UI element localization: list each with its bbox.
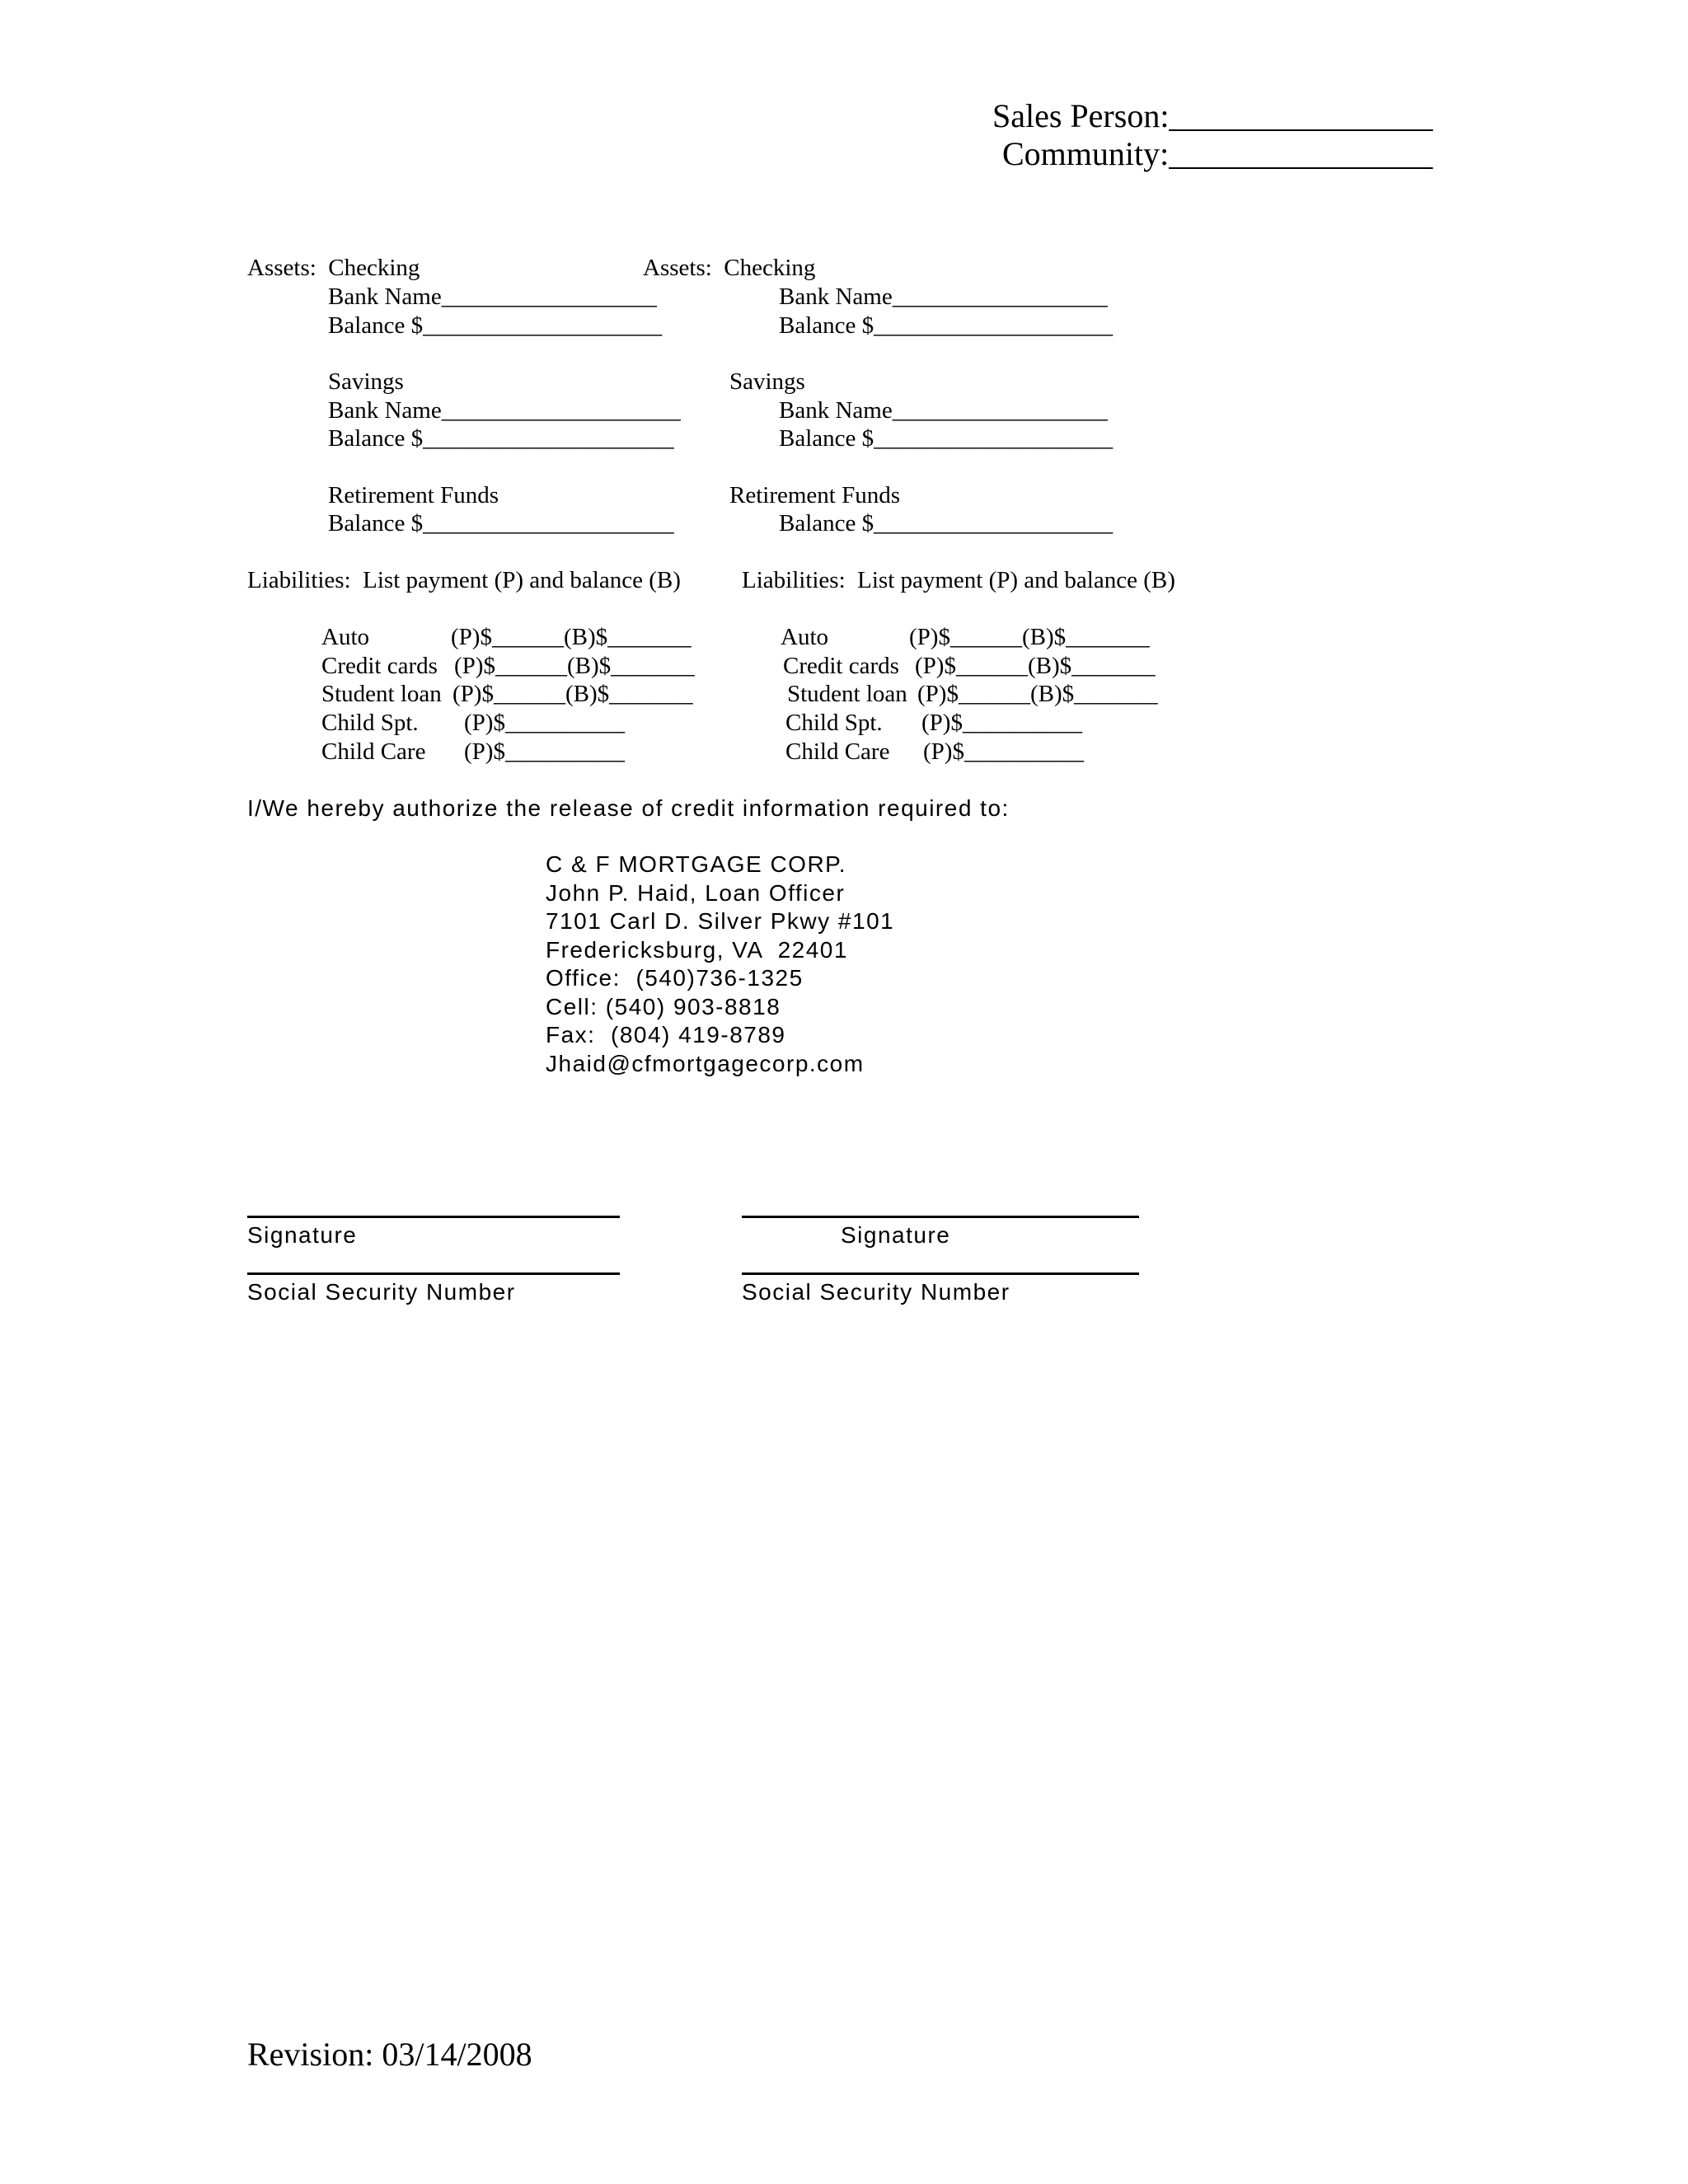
right-retirement-balance-field[interactable]: Balance $____________________: [779, 510, 1114, 537]
left-ssn-line[interactable]: [247, 1272, 620, 1275]
lender-company: C & F MORTGAGE CORP.: [546, 851, 847, 877]
right-signature-label: Signature: [841, 1222, 951, 1248]
right-savings-label: Savings: [729, 368, 805, 395]
left-retirement-label: Retirement Funds: [328, 482, 499, 509]
lender-fax: Fax: (804) 419-8789: [546, 1022, 786, 1047]
left-credit-cards-field[interactable]: (P)$______(B)$_______: [454, 653, 695, 679]
right-child-spt-label: Child Spt.: [785, 710, 883, 736]
left-signature-label: Signature: [247, 1222, 358, 1248]
left-ssn-label: Social Security Number: [247, 1279, 516, 1305]
right-credit-cards-label: Credit cards: [783, 653, 899, 679]
left-signature-line[interactable]: [247, 1216, 620, 1218]
left-credit-cards-label: Credit cards: [321, 653, 438, 679]
right-ssn-label: Social Security Number: [742, 1279, 1010, 1305]
revision-date: Revision: 03/14/2008: [247, 2036, 532, 2073]
right-liabilities-heading: Liabilities: List payment (P) and balance (B): [742, 567, 1175, 593]
left-child-spt-label: Child Spt.: [321, 710, 419, 736]
left-child-spt-field[interactable]: (P)$__________: [464, 710, 625, 736]
left-child-care-field[interactable]: (P)$__________: [464, 738, 625, 765]
left-savings-balance-field[interactable]: Balance $_____________________: [328, 425, 674, 452]
right-savings-balance-field[interactable]: Balance $____________________: [779, 425, 1114, 452]
left-student-loan-label: Student loan: [321, 681, 442, 707]
right-checking-bank-name-field[interactable]: Bank Name__________________: [779, 284, 1108, 310]
left-liabilities-heading: Liabilities: List payment (P) and balance (B): [247, 567, 681, 593]
community-field[interactable]: Community:________________: [1002, 135, 1433, 172]
right-credit-cards-field[interactable]: (P)$______(B)$_______: [915, 653, 1156, 679]
lender-officer: John P. Haid, Loan Officer: [546, 880, 846, 906]
sales-person-field[interactable]: Sales Person:________________: [992, 97, 1433, 134]
right-assets-checking-label: Assets: Checking: [643, 255, 816, 281]
left-child-care-label: Child Care: [321, 738, 426, 765]
right-child-spt-field[interactable]: (P)$__________: [921, 710, 1082, 736]
lender-email[interactable]: Jhaid@cfmortgagecorp.com: [546, 1051, 865, 1076]
right-student-loan-field[interactable]: (P)$______(B)$_______: [917, 681, 1158, 707]
lender-address-line2: Fredericksburg, VA 22401: [546, 937, 848, 963]
left-savings-label: Savings: [328, 368, 404, 395]
lender-cell-phone: Cell: (540) 903-8818: [546, 994, 781, 1019]
right-savings-bank-name-field[interactable]: Bank Name__________________: [779, 397, 1108, 424]
right-ssn-line[interactable]: [742, 1272, 1139, 1275]
right-auto-label: Auto: [781, 624, 828, 650]
left-assets-checking-label: Assets: Checking: [247, 255, 420, 281]
right-child-care-label: Child Care: [785, 738, 890, 765]
right-retirement-label: Retirement Funds: [729, 482, 901, 509]
left-checking-balance-field[interactable]: Balance $____________________: [328, 312, 663, 339]
left-savings-bank-name-field[interactable]: Bank Name____________________: [328, 397, 681, 424]
right-child-care-field[interactable]: (P)$__________: [923, 738, 1084, 765]
lender-office-phone: Office: (540)736-1325: [546, 965, 804, 991]
right-auto-field[interactable]: (P)$______(B)$_______: [909, 624, 1150, 650]
left-student-loan-field[interactable]: (P)$______(B)$_______: [452, 681, 693, 707]
right-checking-balance-field[interactable]: Balance $____________________: [779, 312, 1114, 339]
right-signature-line[interactable]: [742, 1216, 1139, 1218]
left-auto-field[interactable]: (P)$______(B)$_______: [451, 624, 692, 650]
authorization-statement: I/We hereby authorize the release of credit information required to:: [247, 795, 1010, 821]
left-retirement-balance-field[interactable]: Balance $_____________________: [328, 510, 674, 537]
left-auto-label: Auto: [321, 624, 369, 650]
left-checking-bank-name-field[interactable]: Bank Name__________________: [328, 284, 657, 310]
right-student-loan-label: Student loan: [787, 681, 907, 707]
lender-address-line1: 7101 Carl D. Silver Pkwy #101: [546, 908, 895, 934]
